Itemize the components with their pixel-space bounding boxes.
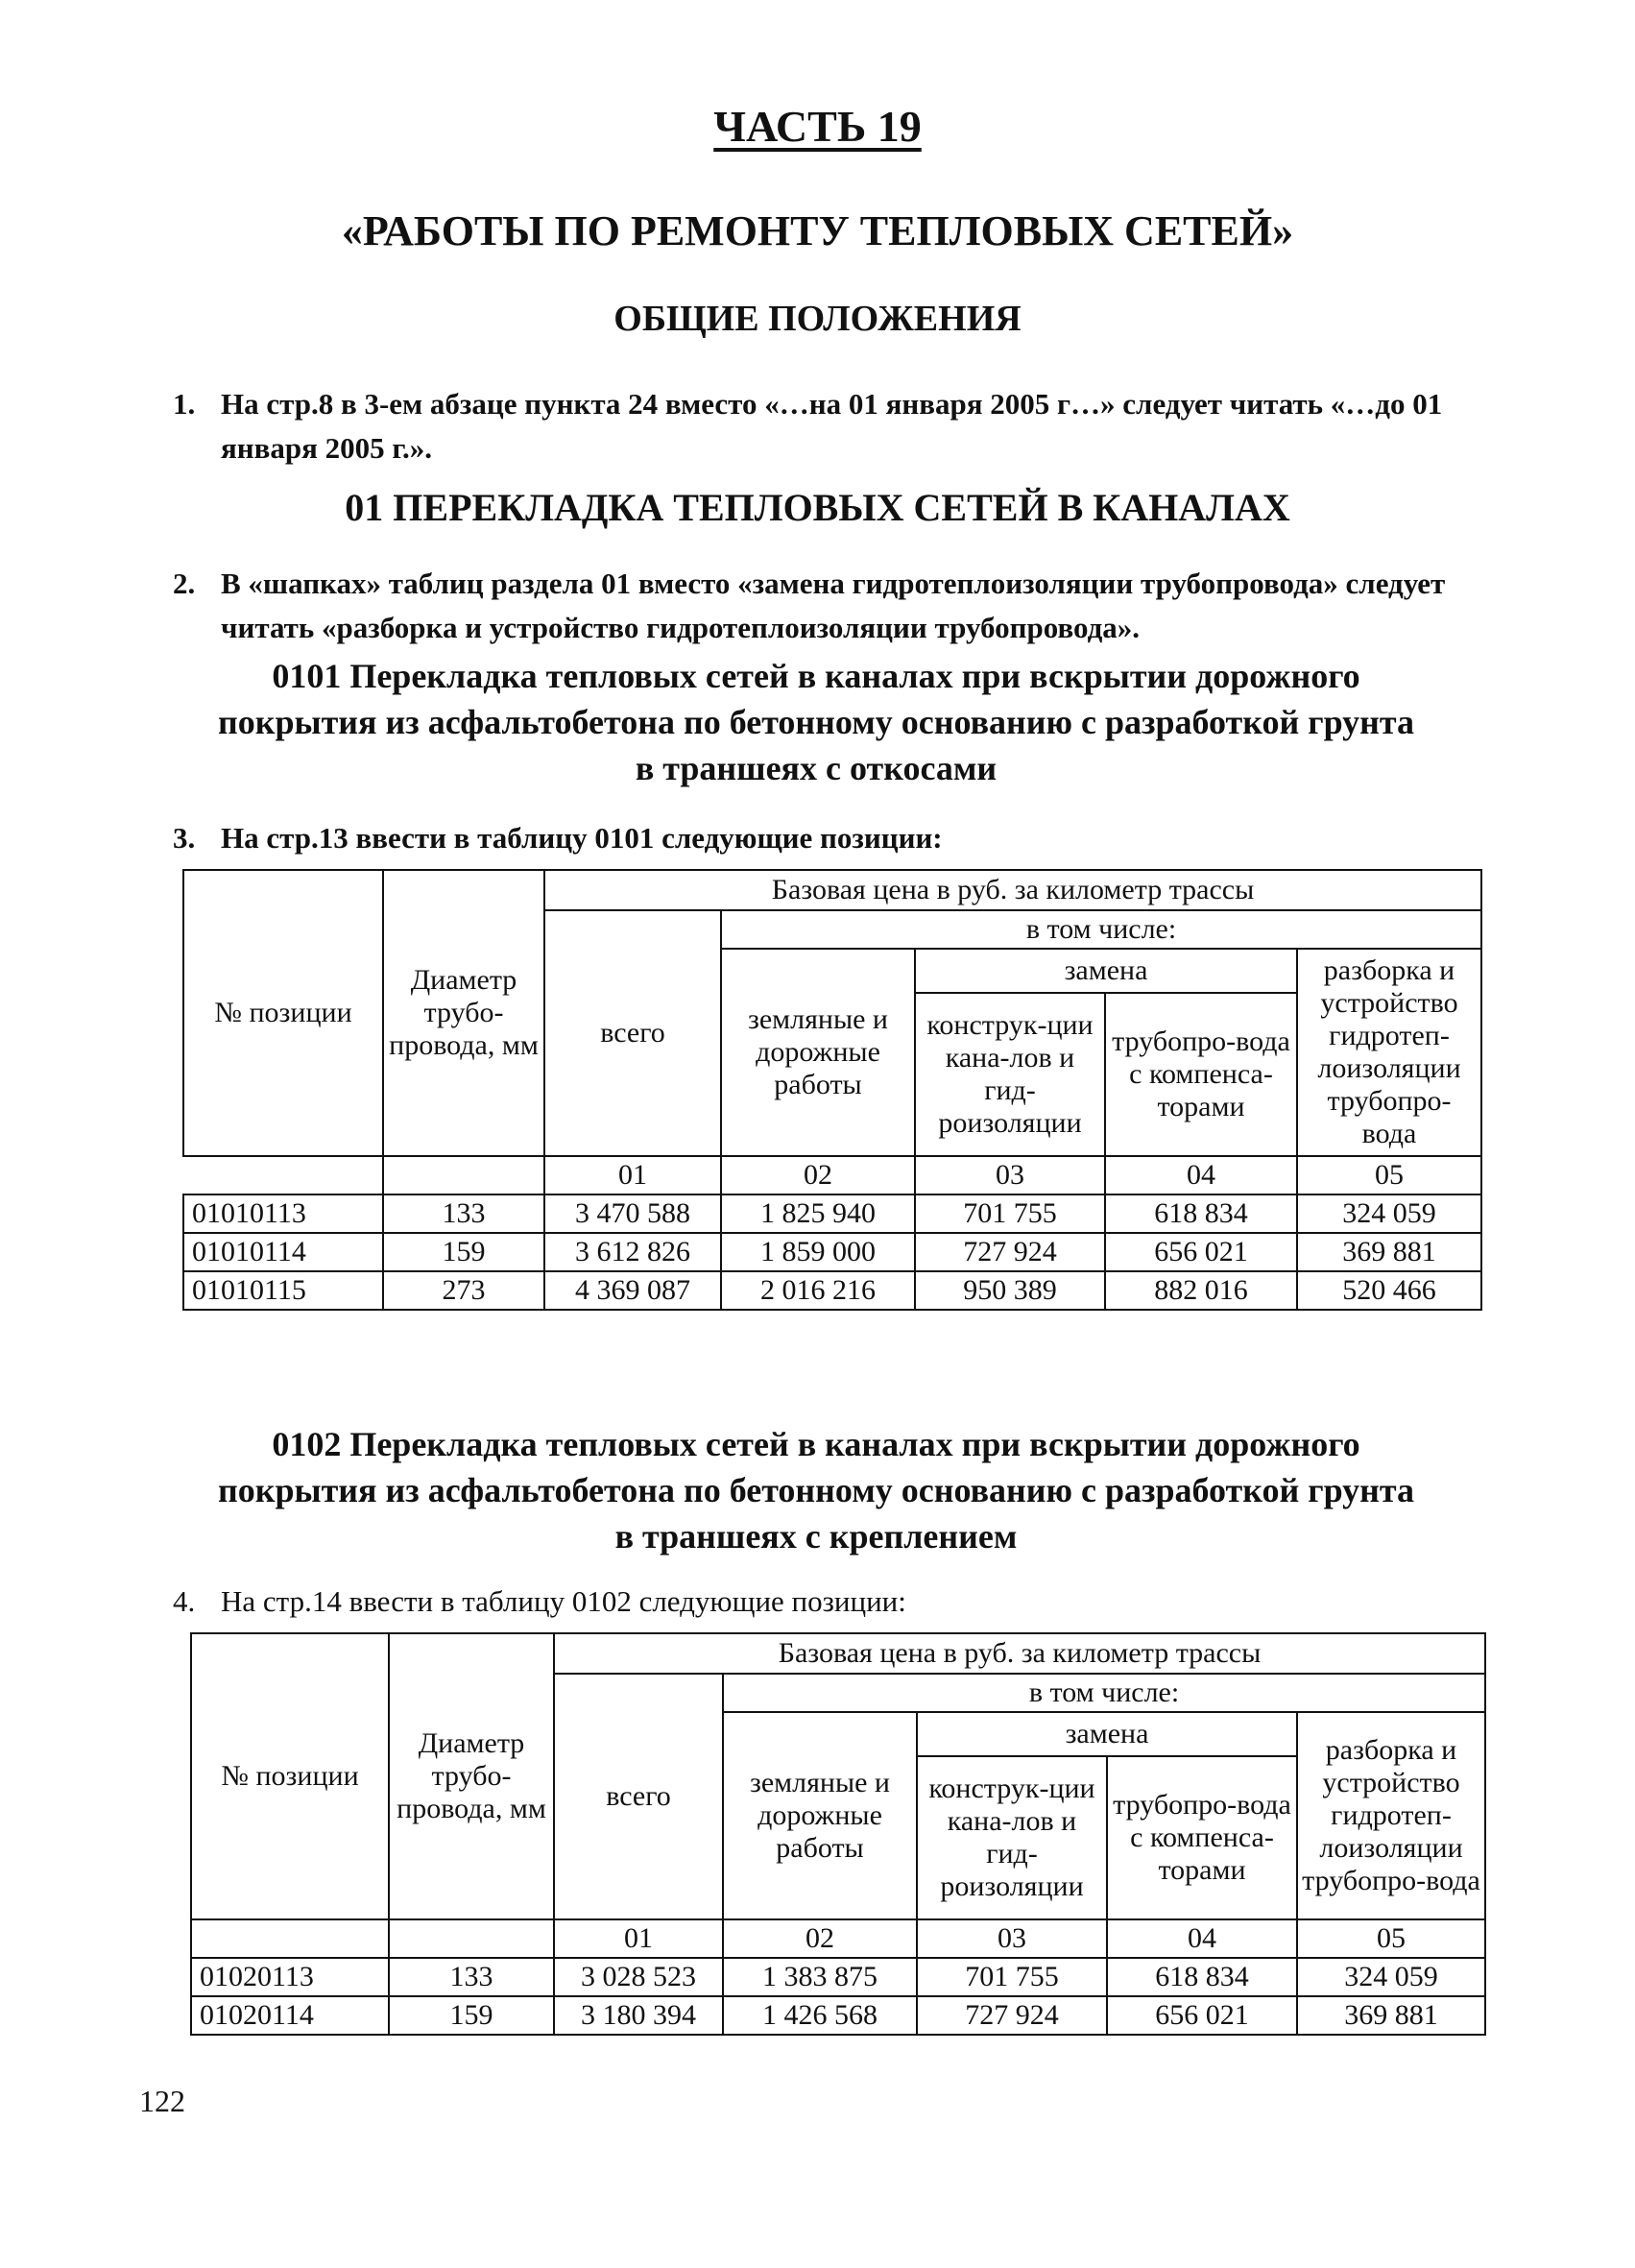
header-including: в том числе:	[723, 1674, 1485, 1712]
header-insulation: разборка и устройство гидротеп-лоизоляции трубопро-вода	[1297, 949, 1481, 1156]
header-structures: конструк-ции кана-лов и гид-роизоляции	[917, 1756, 1107, 1919]
table-row	[191, 1996, 1485, 2035]
subsection-0102-line-3: в траншеях с креплением	[614, 1517, 1018, 1556]
cell-position: 01020114	[191, 1996, 389, 2035]
header-position: № позиции	[191, 1633, 389, 1919]
cell-diameter: 133	[389, 1958, 554, 1996]
cell-position: 01010113	[183, 1194, 383, 1233]
cell-diameter: 159	[389, 1996, 554, 2035]
cell-total: 4 369 087	[544, 1271, 721, 1310]
header-blank-cell	[389, 1919, 554, 1958]
cell-position: 01020113	[191, 1958, 389, 1996]
table-0101	[182, 869, 1482, 1311]
cell-insulation: 324 059	[1297, 1194, 1481, 1233]
cell-diameter: 273	[383, 1271, 544, 1310]
header-earthworks: земляные и дорожные работы	[721, 949, 915, 1156]
header-blank-cell	[183, 1156, 383, 1194]
subsection-0102-line-1: 0102 Перекладка тепловых сетей в каналах при вскрытии дорожного	[272, 1425, 1360, 1463]
item-3-number: 3.	[173, 821, 196, 855]
table-row	[191, 1958, 1485, 1996]
cell-total: 3 612 826	[544, 1233, 721, 1271]
cell-total: 3 180 394	[554, 1996, 723, 2035]
cell-insulation: 520 466	[1297, 1271, 1481, 1310]
header-total: всего	[554, 1674, 723, 1919]
cell-diameter: 133	[383, 1194, 544, 1233]
item-2-number: 2.	[173, 567, 196, 600]
page-number: 122	[139, 2084, 185, 2118]
cell-structures: 701 755	[915, 1194, 1105, 1233]
cell-earthworks: 1 825 940	[721, 1194, 915, 1233]
cell-insulation: 324 059	[1297, 1958, 1485, 1996]
header-position: № позиции	[183, 870, 383, 1156]
header-base-price: Базовая цена в руб. за километр трассы	[544, 870, 1481, 910]
cell-pipeline: 656 021	[1107, 1996, 1297, 2035]
item-4-text: На стр.14 ввести в таблицу 0102 следующие позиции:	[221, 1584, 906, 1618]
table-0102	[190, 1632, 1486, 2036]
header-code-02: 02	[723, 1919, 917, 1958]
cell-earthworks: 1 859 000	[721, 1233, 915, 1271]
header-code-02: 02	[721, 1156, 915, 1194]
header-diameter: Диаметр трубо-провода, мм	[383, 870, 544, 1156]
table-row	[183, 1233, 1481, 1271]
header-replacement: замена	[915, 949, 1297, 993]
item-1-text: На стр.8 в 3-ем абзаце пункта 24 вместо «…на 01 января 2005 г…» следует читать «…до 01 января 2005 г.».	[221, 387, 1443, 465]
cell-pipeline: 618 834	[1105, 1194, 1297, 1233]
item-2-text: В «шапках» таблиц раздела 01 вместо «замена гидротеплоизоляции трубопровода» следует читать «разборка и устройство гидротеплоизоляции трубопровода».	[221, 567, 1446, 644]
cell-total: 3 028 523	[554, 1958, 723, 1996]
header-code-05: 05	[1297, 1156, 1481, 1194]
header-code-05: 05	[1297, 1919, 1485, 1958]
header-replacement: замена	[917, 1712, 1297, 1756]
header-total: всего	[544, 910, 721, 1156]
cell-earthworks: 2 016 216	[721, 1271, 915, 1310]
header-code-03: 03	[917, 1919, 1107, 1958]
item-1-number: 1.	[173, 387, 196, 421]
table-row	[183, 1271, 1481, 1310]
part-title: ЧАСТЬ 19	[713, 102, 922, 151]
part-subtitle: «РАБОТЫ ПО РЕМОНТУ ТЕПЛОВЫХ СЕТЕЙ»	[341, 207, 1294, 254]
item-4-number: 4.	[173, 1584, 196, 1618]
table-row	[183, 1194, 1481, 1233]
cell-pipeline: 618 834	[1107, 1958, 1297, 1996]
cell-structures: 701 755	[917, 1958, 1107, 1996]
header-blank-cell	[191, 1919, 389, 1958]
cell-insulation: 369 881	[1297, 1233, 1481, 1271]
header-structures: конструк-ции кана-лов и гид-роизоляции	[915, 993, 1105, 1156]
cell-structures: 727 924	[915, 1233, 1105, 1271]
cell-total: 3 470 588	[544, 1194, 721, 1233]
header-diameter: Диаметр трубо-провода, мм	[389, 1633, 554, 1919]
header-insulation: разборка и устройство гидротеп-лоизоляции трубопро-вода	[1297, 1712, 1485, 1919]
subsection-0101-line-2: покрытия из асфальтобетона по бетонному основанию с разработкой грунта	[217, 703, 1414, 741]
subsection-0101-line-1: 0101 Перекладка тепловых сетей в каналах при вскрытии дорожного	[272, 657, 1360, 695]
header-pipeline: трубопро-вода с компенса-торами	[1107, 1756, 1297, 1919]
cell-earthworks: 1 426 568	[723, 1996, 917, 2035]
header-earthworks: земляные и дорожные работы	[723, 1712, 917, 1919]
subsection-0101-heading	[134, 653, 1498, 791]
cell-insulation: 369 881	[1297, 1996, 1485, 2035]
cell-structures: 727 924	[917, 1996, 1107, 2035]
subsection-0101-line-3: в траншеях с откосами	[635, 749, 998, 787]
header-including: в том числе:	[721, 910, 1481, 949]
cell-position: 01010114	[183, 1233, 383, 1271]
cell-earthworks: 1 383 875	[723, 1958, 917, 1996]
header-base-price: Базовая цена в руб. за километр трассы	[554, 1633, 1485, 1674]
header-blank-cell	[383, 1156, 544, 1194]
subsection-0102-line-2: покрытия из асфальтобетона по бетонному основанию с разработкой грунта	[217, 1471, 1414, 1509]
cell-pipeline: 656 021	[1105, 1233, 1297, 1271]
cell-diameter: 159	[383, 1233, 544, 1271]
section-01-heading: 01 ПЕРЕКЛАДКА ТЕПЛОВЫХ СЕТЕЙ В КАНАЛАХ	[345, 486, 1290, 529]
header-code-01: 01	[554, 1919, 723, 1958]
header-code-03: 03	[915, 1156, 1105, 1194]
cell-pipeline: 882 016	[1105, 1271, 1297, 1310]
header-code-01: 01	[544, 1156, 721, 1194]
item-3-text: На стр.13 ввести в таблицу 0101 следующие позиции:	[221, 821, 943, 855]
cell-position: 01010115	[183, 1271, 383, 1310]
header-code-04: 04	[1105, 1156, 1297, 1194]
cell-structures: 950 389	[915, 1271, 1105, 1310]
subsection-0102-heading	[134, 1421, 1498, 1559]
header-code-04: 04	[1107, 1919, 1297, 1958]
general-provisions-heading: ОБЩИЕ ПОЛОЖЕНИЯ	[613, 299, 1022, 339]
header-pipeline: трубопро-вода с компенса-торами	[1105, 993, 1297, 1156]
